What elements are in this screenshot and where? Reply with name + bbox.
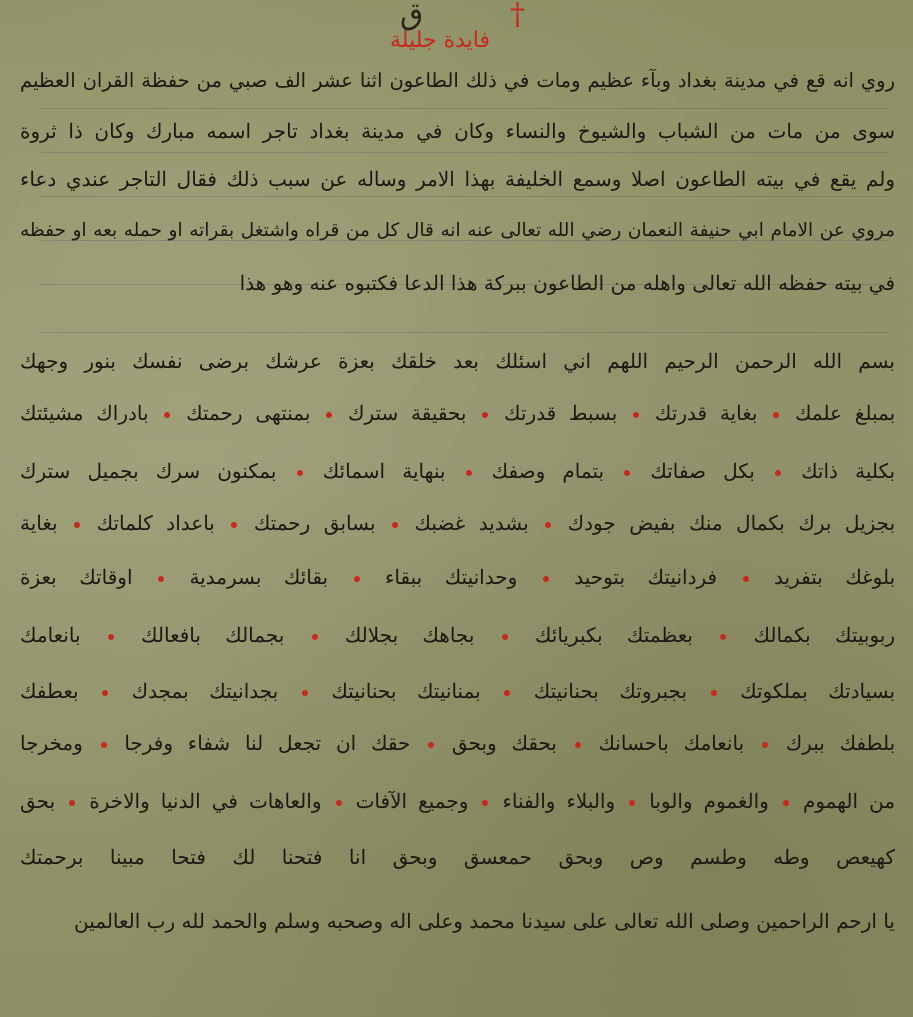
red-separator-dot: [762, 742, 768, 748]
prayer-line: ربوبيتك بكمالك بعظمتك بكبريائك بجاهك بجلالك بجمالك بافعالك بانعامك: [20, 623, 896, 647]
prayer-line: بلوغك بتفريد فردانيتك بتوحيد وحدانيتك ببقاء بقائك بسرمدية اوقاتك بعزة: [20, 565, 896, 589]
prayer-line: بلطفك ببرك بانعامك باحسانك بحقك وبحق حقك ان تجعل لنا شفاء وفرجا ومخرجا: [20, 731, 896, 755]
red-separator-dot: [336, 800, 342, 806]
ruling-line: [40, 196, 888, 197]
red-separator-dot: [482, 800, 488, 806]
red-separator-dot: [428, 742, 434, 748]
prayer-line: بجزيل برك بكمال منك بفيض جودك بشديد غضبك بسابق رحمتك باعداد كلماتك بغاية: [20, 511, 896, 535]
heading-rubric: فايدة جليلة: [389, 28, 490, 53]
red-separator-dot: [624, 470, 630, 476]
red-separator-dot: [102, 690, 108, 696]
prayer-line: كهيعص وطه وطسم وص وبحق حمعسق وبحق انا فتحنا لك فتحا مبينا برحمتك: [20, 845, 895, 869]
ruling-line: [40, 332, 888, 333]
prayer-line: بكلية ذاتك بكل صفاتك بتمام وصفك بنهاية اسمائك بمكنون سرك بجميل سترك: [20, 459, 896, 483]
red-separator-dot: [354, 576, 360, 582]
red-separator-dot: [711, 690, 717, 696]
red-separator-dot: [69, 800, 75, 806]
ruling-line: [40, 152, 888, 153]
ruling-line: [40, 108, 888, 109]
red-separator-dot: [775, 470, 781, 476]
red-separator-dot: [575, 742, 581, 748]
red-separator-dot: [504, 690, 510, 696]
red-separator-dot: [74, 522, 80, 528]
red-ornament-mark: †: [510, 0, 525, 32]
prayer-line: بسم الله الرحمن الرحيم اللهم اني اسئلك بعد خلقك بعزة عرشك برضى نفسك بنور وجهك: [20, 349, 895, 373]
red-separator-dot: [297, 470, 303, 476]
red-separator-dot: [482, 412, 488, 418]
red-separator-dot: [108, 634, 114, 640]
prayer-line: من الهموم والغموم والوبا والبلاء والفناء وجميع الآفات والعاهات في الدنيا والاخرة بحق: [20, 789, 896, 813]
red-separator-dot: [326, 412, 332, 418]
intro-line: سوى من مات من الشباب والشيوخ والنساء وكان في مدينة بغداد تاجر اسمه مبارك وكان ذا ثروة: [20, 119, 895, 143]
red-separator-dot: [783, 800, 789, 806]
intro-line: روي انه قع في مدينة بغداد وبآء عظيم ومات في ذلك الطاعون اثنا عشر الف صبي من حفظة القران العظيم: [20, 69, 895, 92]
red-separator-dot: [633, 412, 639, 418]
red-separator-dot: [392, 522, 398, 528]
red-separator-dot: [720, 634, 726, 640]
red-separator-dot: [231, 522, 237, 528]
red-separator-dot: [312, 634, 318, 640]
top-letter-mark: ق: [400, 0, 424, 32]
red-separator-dot: [545, 522, 551, 528]
intro-line: مروي عن الامام ابي حنيفة النعمان رضي الله تعالى عنه انه قال كل من قراه واشتغل بقراته او حمله بعه او حفظه: [20, 220, 895, 241]
prayer-line: بسيادتك بملكوتك بجبروتك بحنانيتك بمنانيتك بحنانيتك بجدانيتك بمجدك بعطفك: [20, 679, 896, 703]
red-separator-dot: [629, 800, 635, 806]
prayer-line: بمبلغ علمك بغاية قدرتك بسبط قدرتك بحقيقة سترك بمنتهى رحمتك بادراك مشيئتك: [20, 401, 896, 425]
red-separator-dot: [101, 742, 107, 748]
intro-line: ولم يقع في بيته الطاعون اصلا وسمع الخليفة بهذا الامر وساله عن سبب ذلك فقال التاجر عندي دعاء: [20, 167, 895, 191]
red-separator-dot: [302, 690, 308, 696]
red-separator-dot: [466, 470, 472, 476]
red-separator-dot: [773, 412, 779, 418]
red-separator-dot: [743, 576, 749, 582]
red-separator-dot: [164, 412, 170, 418]
intro-line: في بيته حفظه الله تعالى واهله من الطاعون ببركة هذا الدعا فكتبوه عنه وهو هذا: [239, 271, 895, 295]
red-separator-dot: [543, 576, 549, 582]
red-separator-dot: [158, 576, 164, 582]
red-separator-dot: [502, 634, 508, 640]
prayer-line: يا ارحم الراحمين وصلى الله تعالى على سيدنا محمد وعلى اله وصحبه وسلم والحمد لله رب العالمين: [74, 909, 895, 933]
